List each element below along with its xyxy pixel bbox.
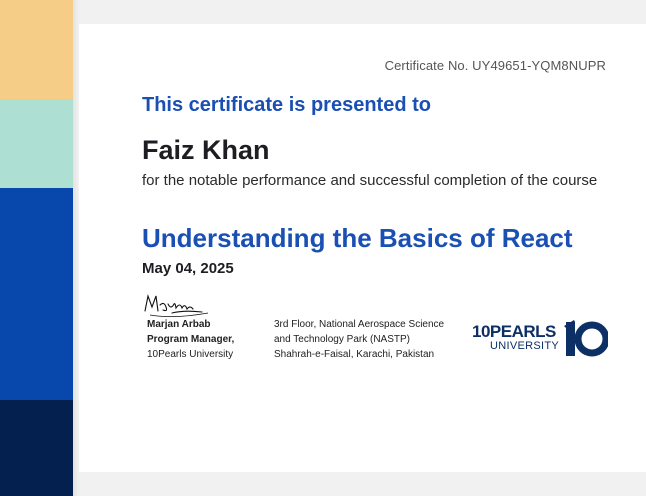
address-line-1: 3rd Floor, National Aerospace Science xyxy=(274,319,445,330)
stripe-mint xyxy=(0,99,73,188)
recipient-name: Faiz Khan xyxy=(142,135,270,165)
logo-wordmark-top: 10PEARLS xyxy=(472,322,556,341)
address-block xyxy=(274,317,449,362)
signer-title: Program Manager, xyxy=(147,334,235,345)
certificate-card xyxy=(79,24,646,472)
signature-image xyxy=(142,291,212,319)
logo-emblem-icon xyxy=(564,316,608,362)
address-line-2: and Technology Park (NASTP) xyxy=(274,334,410,345)
stripe-navy xyxy=(0,400,73,496)
signer-org: 10Pearls University xyxy=(147,349,234,360)
presented-to-heading: This certificate is presented to xyxy=(142,94,431,116)
certificate-number: Certificate No. UY49651-YQM8NUPR xyxy=(384,58,606,73)
10pearls-university-logo xyxy=(472,314,612,364)
address-line-3: Shahrah-e-Faisal, Karachi, Pakistan xyxy=(274,349,435,360)
signer-name: Marjan Arbab xyxy=(147,319,211,330)
completion-date: May 04, 2025 xyxy=(142,260,234,277)
completion-description: for the notable performance and successful completion of the course xyxy=(142,172,598,189)
course-title: Understanding the Basics of React xyxy=(142,223,573,253)
stripe-blue xyxy=(0,188,73,400)
logo-wordmark-bottom: UNIVERSITY xyxy=(490,340,560,352)
stripe-gold xyxy=(0,0,73,99)
signer-block xyxy=(147,317,234,362)
